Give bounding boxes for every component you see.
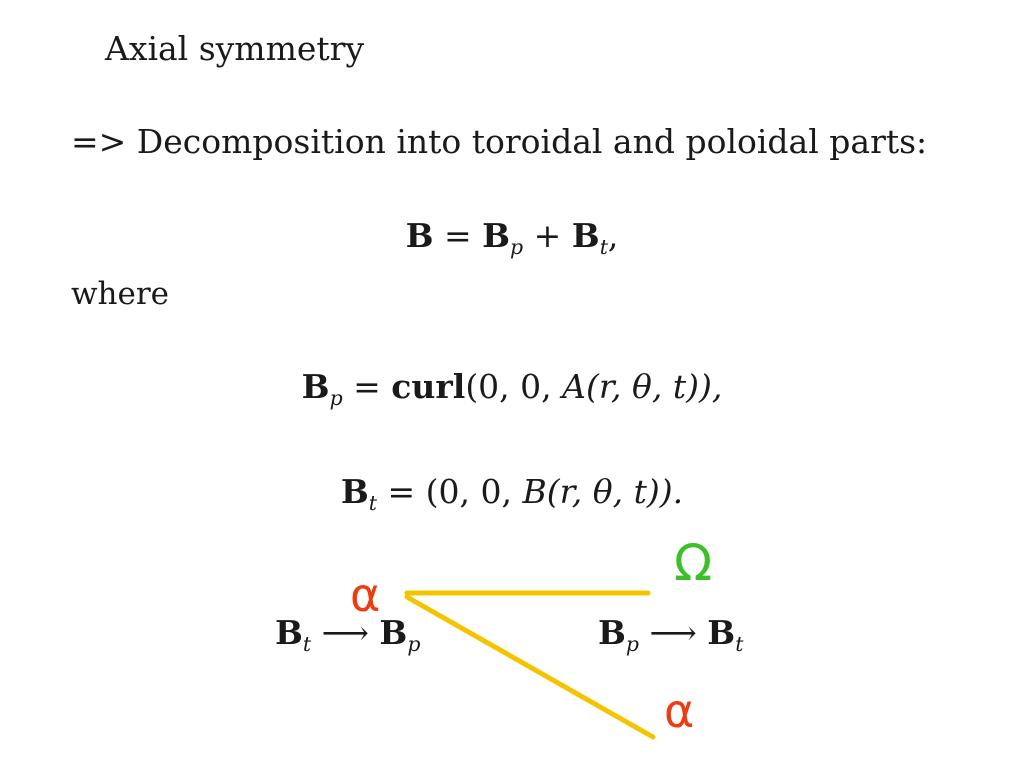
subscript-t: t [735, 632, 744, 657]
subscript-t: t [302, 632, 312, 657]
where-label: where [71, 276, 170, 312]
subscript-p: p [407, 632, 421, 657]
symbol-B-function: B [522, 472, 547, 511]
alpha-connector-line [407, 597, 653, 737]
long-right-arrow: ⟶ [639, 613, 708, 652]
long-right-arrow: ⟶ [311, 613, 380, 652]
equals-sign: = (0, 0, [377, 472, 523, 511]
alpha-label-top: α [350, 568, 381, 622]
alpha-label-bottom: α [664, 684, 695, 738]
equals-sign: = [342, 367, 392, 406]
plus-sign: + [523, 216, 572, 255]
subscript-p: p [625, 632, 639, 657]
equation-tail: , [607, 216, 619, 255]
slide-title: Axial symmetry [105, 29, 365, 68]
omega-label: Ω [674, 534, 713, 592]
curl-operator: curl [391, 367, 466, 406]
symbol-Bp: B [379, 613, 408, 652]
symbol-Bt: B [707, 613, 736, 652]
symbol-Bt: B [571, 216, 600, 255]
symbol-Bp: B [482, 216, 511, 255]
symbol-A: A [562, 367, 586, 406]
subscript-t: t [368, 491, 378, 516]
intro-text: => Decomposition into toroidal and poloidal parts: [71, 122, 928, 161]
args-open: (0, 0, [465, 367, 563, 406]
subscript-p: p [510, 235, 524, 260]
subscript-p: p [329, 386, 343, 411]
symbol-B: B [301, 367, 330, 406]
function-args: (r, θ, t)). [546, 472, 684, 511]
subscript-t: t [599, 235, 608, 260]
symbol-B: B [340, 472, 369, 511]
equals-sign: = [433, 216, 483, 255]
symbol-B: B [405, 216, 434, 255]
symbol-Bp: B [598, 613, 626, 652]
symbol-Bt: B [275, 613, 303, 652]
function-args: (r, θ, t)), [585, 367, 723, 406]
